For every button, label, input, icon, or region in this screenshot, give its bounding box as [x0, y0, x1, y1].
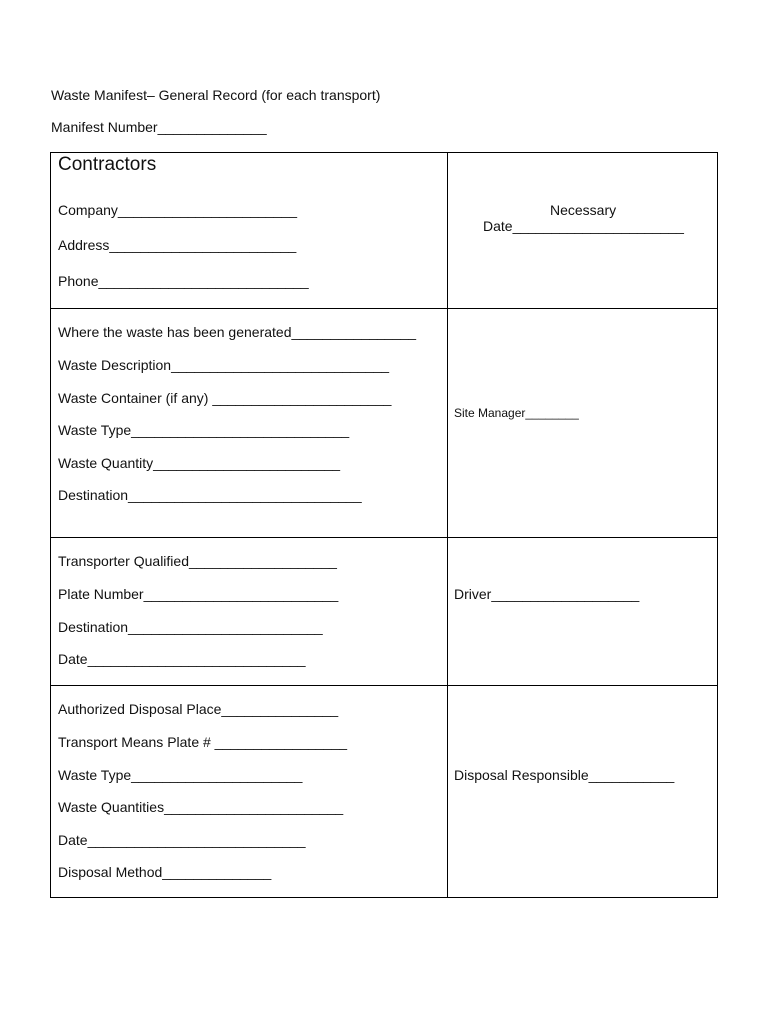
waste-quantities-field[interactable]: Waste Quantities_______________________ — [58, 799, 344, 815]
disposal-method-field[interactable]: Disposal Method______________ — [58, 864, 272, 880]
disposal-date-field[interactable]: Date____________________________ — [58, 832, 306, 848]
waste-container-field[interactable]: Waste Container (if any) _______________________ — [58, 390, 392, 406]
column-divider — [447, 153, 448, 897]
transport-means-plate-field[interactable]: Transport Means Plate # _________________ — [58, 734, 348, 750]
page-title: Waste Manifest– General Record (for each transport) — [51, 87, 381, 103]
phone-field[interactable]: Phone___________________________ — [58, 273, 309, 289]
disposal-waste-type-field[interactable]: Waste Type______________________ — [58, 767, 303, 783]
necessary-label: Necessary — [550, 202, 617, 218]
transporter-qualified-field[interactable]: Transporter Qualified___________________ — [58, 553, 337, 569]
disposal-responsible-field[interactable]: Disposal Responsible___________ — [454, 767, 675, 783]
address-field[interactable]: Address________________________ — [58, 237, 297, 253]
waste-description-field[interactable]: Waste Description____________________________ — [58, 357, 390, 373]
where-generated-field[interactable]: Where the waste has been generated________________ — [58, 324, 417, 340]
driver-field[interactable]: Driver___________________ — [454, 586, 640, 602]
transport-destination-field[interactable]: Destination_________________________ — [58, 619, 323, 635]
transport-date-field[interactable]: Date____________________________ — [58, 651, 306, 667]
manifest-table — [50, 152, 718, 898]
row-divider-1 — [51, 308, 717, 309]
row-divider-2 — [51, 537, 717, 538]
authorized-disposal-place-field[interactable]: Authorized Disposal Place_______________ — [58, 701, 339, 717]
manifest-number-field[interactable]: Manifest Number______________ — [51, 119, 267, 135]
generation-destination-field[interactable]: Destination______________________________ — [58, 487, 362, 503]
waste-quantity-field[interactable]: Waste Quantity________________________ — [58, 455, 341, 471]
site-manager-field[interactable]: Site Manager________ — [454, 406, 579, 420]
waste-type-field[interactable]: Waste Type____________________________ — [58, 422, 350, 438]
company-field[interactable]: Company_______________________ — [58, 202, 297, 218]
contractors-date-field[interactable]: Date______________________ — [483, 218, 684, 234]
row-divider-3 — [51, 685, 717, 686]
plate-number-field[interactable]: Plate Number_________________________ — [58, 586, 339, 602]
contractors-heading: Contractors — [58, 154, 157, 175]
